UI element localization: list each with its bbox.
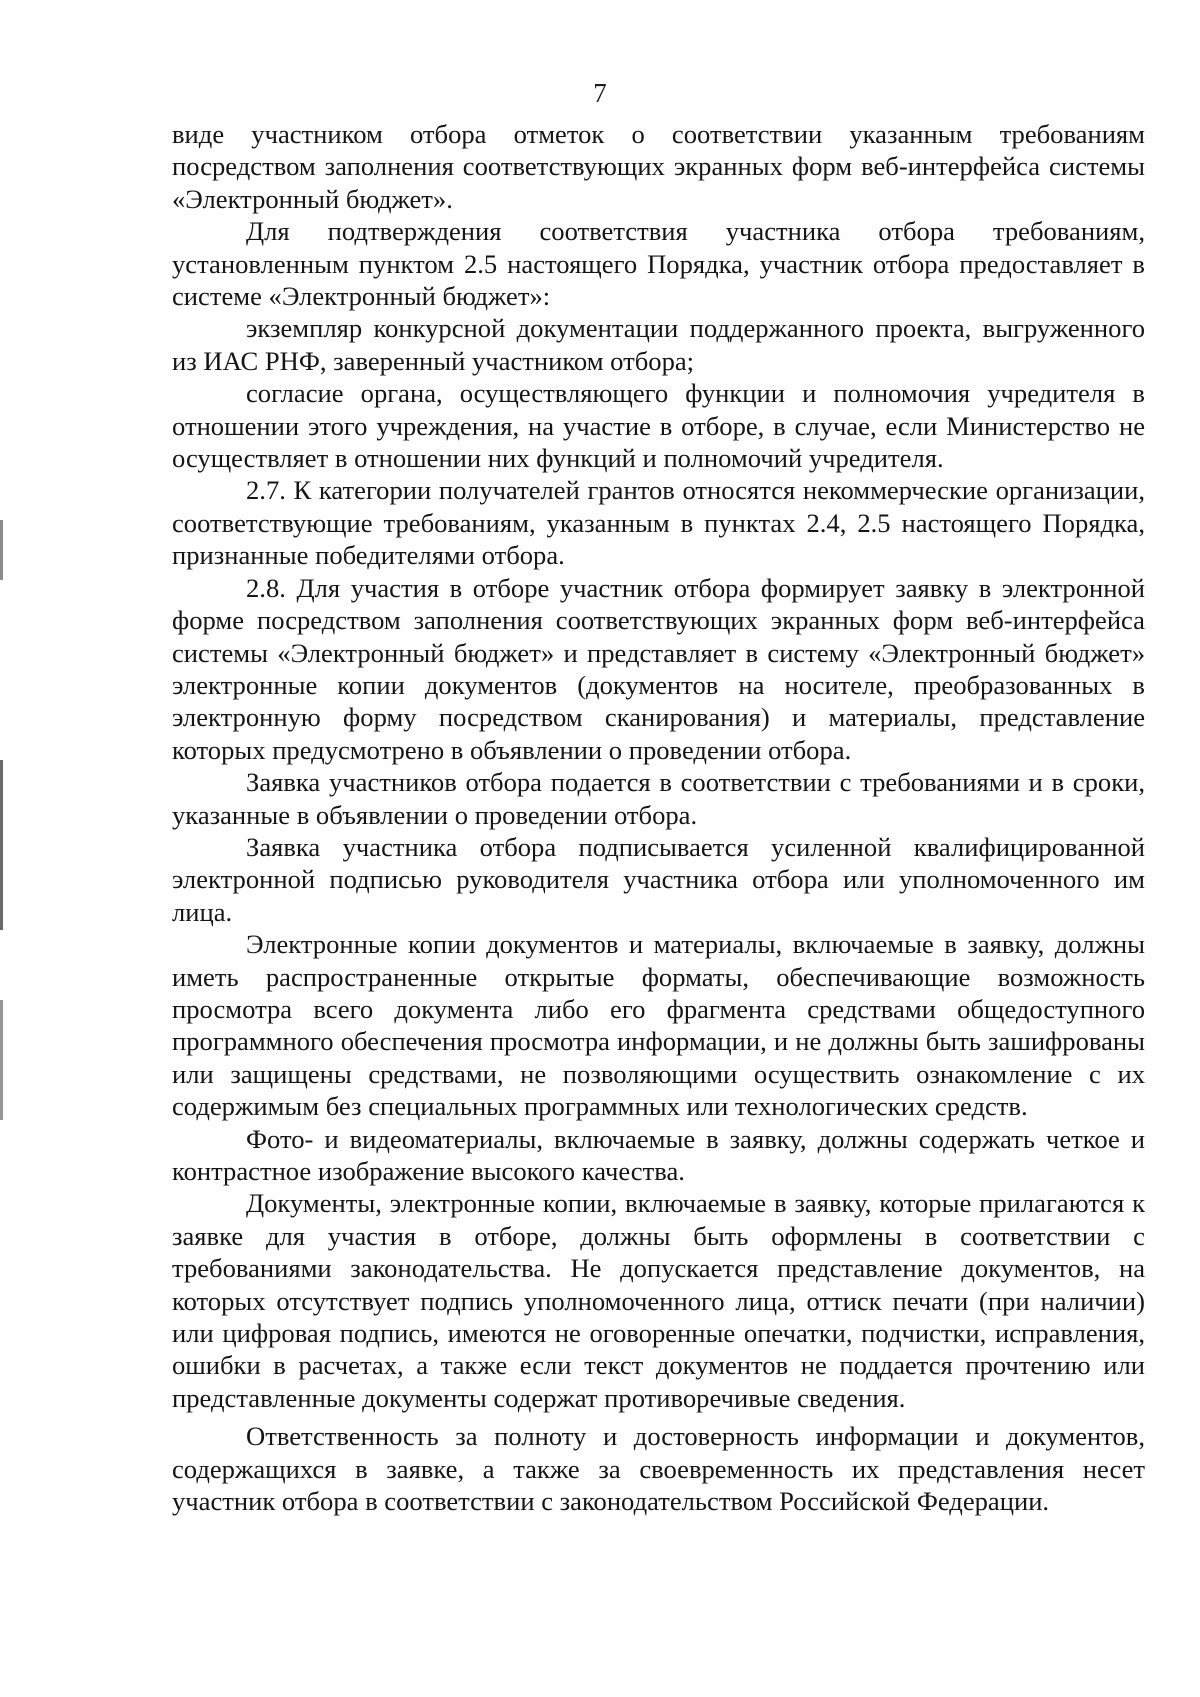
paragraph-section-2-8: 2.8. Для участия в отборе участник отбора формирует заявку в электронной форме посредством заполнения соответствующих экранных форм веб-интерфейса системы «Электронный бюджет» и представляет в систему «Электронный бюджет» электронные копии документов (документов на носителе, преобразованных в электронную форму посредством сканирования) и материалы, представление которых предусмотрено в объявлении о проведении отбора. xyxy=(172,572,1145,765)
document-body xyxy=(172,118,1145,1517)
page-number: 7 xyxy=(593,78,607,108)
paragraph-list-item-documentation: экземпляр конкурсной документации поддержанного проекта, выгруженного из ИАС РНФ, заверенный участником отбора; xyxy=(172,313,1145,376)
paragraph-list-item-consent: согласие органа, осуществляющего функции и полномочия учредителя в отношении этого учреждения, на участие в отборе, в случае, если Министерство не осуществляет в отношении них функций и полномочий учредителя. xyxy=(172,378,1145,474)
paragraph-media-quality: Фото- и видеоматериалы, включаемые в заявку, должны содержать четкое и контрастное изображение высокого качества. xyxy=(172,1123,1145,1186)
scan-edge-mark xyxy=(0,1000,3,1120)
paragraph-file-formats: Электронные копии документов и материалы, включаемые в заявку, должны иметь распространенные открытые форматы, обеспечивающие возможность просмотра всего документа либо его фрагмента средствами общедоступного программного обеспечения просмотра информации, и не должны быть зашифрованы или защищены средствами, не позволяющими осуществить ознакомление с их содержимым без специальных программных или технологических средств. xyxy=(172,929,1145,1122)
paragraph-confirmation-requirements: Для подтверждения соответствия участника отбора требованиям, установленным пунктом 2.5 настоящего Порядка, участник отбора предоставляет в системе «Электронный бюджет»: xyxy=(172,216,1145,312)
paragraph-section-2-7: 2.7. К категории получателей грантов относятся некоммерческие организации, соответствующие требованиям, указанным в пунктах 2.4, 2.5 настоящего Порядка, признанные победителями отбора. xyxy=(172,475,1145,571)
scan-edge-mark xyxy=(0,760,3,930)
paragraph-signature: Заявка участника отбора подписывается усиленной квалифицированной электронной подписью руководителя участника отбора или уполномоченного им лица. xyxy=(172,831,1145,927)
paragraph-submission-terms: Заявка участников отбора подается в соответствии с требованиями и в сроки, указанные в объявлении о проведении отбора. xyxy=(172,767,1145,830)
paragraph-document-requirements: Документы, электронные копии, включаемые в заявку, которые прилагаются к заявке для участия в отборе, должны быть оформлены в соответствии с требованиями законодательства. Не допускается представление документов, на которых отсутствует подпись уполномоченного лица, оттиск печати (при наличии) или цифровая подпись, имеются не оговоренные опечатки, подчистки, исправления, ошибки в расчетах, а также если текст документов не поддается прочтению или представленные документы содержат противоречивые сведения. xyxy=(172,1188,1145,1413)
paragraph-responsibility: Ответственность за полноту и достоверность информации и документов, содержащихся в заявке, а также за своевременность их представления несет участник отбора в соответствии с законодательством Российской Федерации. xyxy=(172,1421,1145,1517)
scan-edge-mark xyxy=(0,520,3,580)
paragraph-continuation: виде участником отбора отметок о соответствии указанным требованиям посредством заполнения соответствующих экранных форм веб-интерфейса системы «Электронный бюджет». xyxy=(172,119,1145,214)
